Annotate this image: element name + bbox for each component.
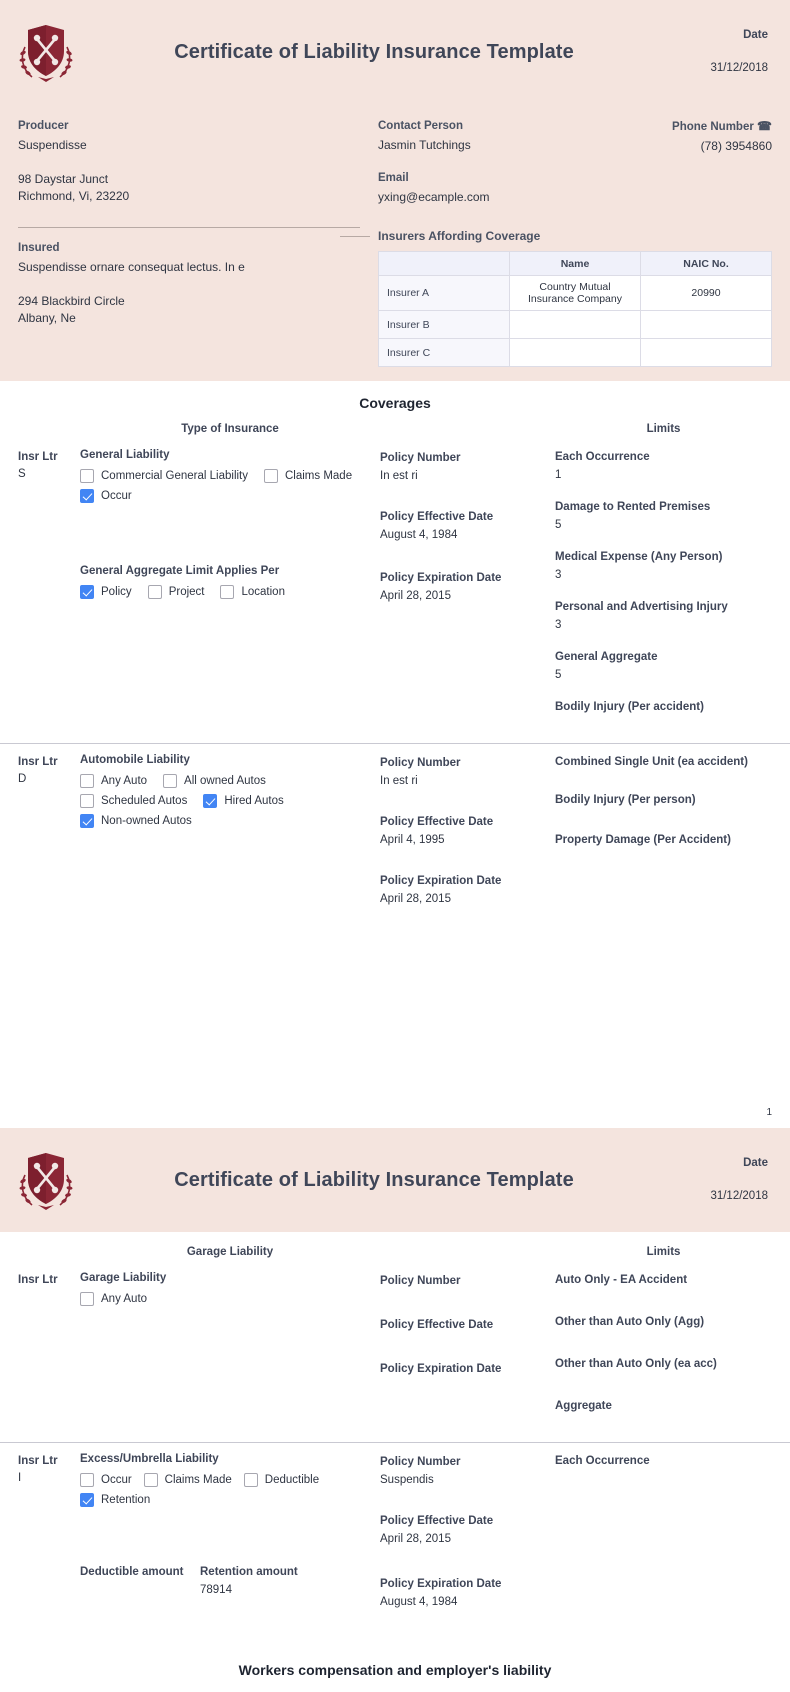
gl-insr-value[interactable]: S bbox=[18, 468, 26, 480]
checkbox-checked-icon[interactable] bbox=[80, 585, 94, 599]
al-limit-property-damage-per-accident bbox=[555, 832, 772, 848]
gl-checkbox-commercial-general-liability[interactable] bbox=[80, 469, 248, 483]
date-value: 31/12/2018 bbox=[710, 62, 768, 74]
p2-col-header-insr-spacer bbox=[18, 1246, 80, 1258]
page2-header-date bbox=[664, 1155, 768, 1204]
eu-policy-number-field bbox=[380, 1453, 547, 1490]
checkbox-icon[interactable] bbox=[80, 1473, 94, 1487]
eu-limit-each-occurrence bbox=[555, 1453, 772, 1469]
al-cb1-label: Any Auto bbox=[101, 775, 148, 787]
insurers-table bbox=[378, 251, 772, 367]
heading-divider bbox=[340, 236, 370, 237]
col-header-policy-spacer bbox=[380, 423, 555, 435]
al-checkbox-hired-autos[interactable] bbox=[203, 794, 283, 808]
gl-checkbox-row-2 bbox=[80, 489, 372, 503]
al-expiration-label: Policy Expiration Date bbox=[380, 875, 502, 887]
workers-comp-section-title: Workers compensation and employer's liability bbox=[238, 1662, 552, 1678]
gl-checkbox-claims-made[interactable] bbox=[264, 469, 352, 483]
garage-limit-other-than-auto-only-agg bbox=[555, 1314, 772, 1330]
checkbox-icon[interactable] bbox=[80, 469, 94, 483]
eu-effective-label: Policy Effective Date bbox=[380, 1515, 494, 1527]
gl-limit-1-label: Each Occurrence bbox=[555, 451, 650, 463]
page2-date-label: Date bbox=[743, 1157, 768, 1170]
gl-limit-general-aggregate bbox=[555, 649, 772, 685]
left-divider bbox=[18, 227, 360, 228]
al-limit-bodily-injury-per-person bbox=[555, 792, 772, 808]
gl-limit-2-value[interactable]: 5 bbox=[555, 519, 562, 531]
eu-checkbox-row-1 bbox=[80, 1473, 372, 1487]
table-row bbox=[379, 276, 772, 311]
gl-ap3-label: Location bbox=[241, 586, 285, 598]
eu-cb2-label: Claims Made bbox=[164, 1474, 232, 1486]
eu-limits-block bbox=[555, 1453, 772, 1626]
phone-value[interactable]: (78) 3954860 bbox=[700, 139, 772, 153]
garage-checkbox-row-1 bbox=[80, 1292, 372, 1306]
insured-label: Insured bbox=[18, 242, 60, 254]
checkbox-icon[interactable] bbox=[80, 794, 94, 808]
eu-expiration-value[interactable]: August 4, 1984 bbox=[380, 1596, 458, 1608]
coverages-section-title: Coverages bbox=[359, 395, 431, 411]
gl-applies-per-row bbox=[80, 585, 372, 599]
garage-limit-1-label: Auto Only - EA Accident bbox=[555, 1274, 688, 1286]
insurers-header-row bbox=[379, 252, 772, 276]
garage-checkbox-any-auto[interactable] bbox=[80, 1292, 147, 1306]
checkbox-checked-icon[interactable] bbox=[203, 794, 217, 808]
eu-cb1-label: Occur bbox=[101, 1474, 132, 1486]
insurers-table-head bbox=[379, 252, 772, 276]
al-policy-block bbox=[380, 754, 555, 923]
al-cb5-label: Non-owned Autos bbox=[101, 815, 192, 827]
garage-limit-aggregate bbox=[555, 1398, 772, 1414]
gl-limit-3-label: Medical Expense (Any Person) bbox=[555, 551, 723, 563]
page-header bbox=[0, 0, 790, 104]
insured-address[interactable] bbox=[18, 293, 360, 327]
garage-title: Garage Liability bbox=[80, 1272, 167, 1284]
insurers-table-body bbox=[379, 276, 772, 367]
phone-label-text: Phone Number bbox=[672, 121, 754, 133]
shield-crossed-hammers-laurel-icon bbox=[18, 21, 74, 83]
gl-effective-value[interactable]: August 4, 1984 bbox=[380, 529, 458, 541]
insurer-a-letter: Insurer A bbox=[379, 276, 510, 311]
eu-limit-1-label: Each Occurrence bbox=[555, 1455, 650, 1467]
producer-address-line2: Richmond, Vi, 23220 bbox=[18, 189, 130, 203]
eu-effective-field bbox=[380, 1512, 547, 1549]
al-expiration-field bbox=[380, 872, 547, 909]
page2-header bbox=[0, 1128, 790, 1232]
page-number-1: 1 bbox=[766, 1107, 772, 1118]
gl-checkbox-row-1 bbox=[80, 469, 372, 483]
al-checkbox-all-owned-autos[interactable] bbox=[163, 774, 266, 788]
al-checkbox-row-1 bbox=[80, 774, 372, 788]
al-limit-3-label: Property Damage (Per Accident) bbox=[555, 834, 731, 846]
p2-col-header-garage-liability: Garage Liability bbox=[186, 1246, 274, 1258]
p2-col-header-limits: Limits bbox=[646, 1246, 681, 1258]
gl-expiration-field bbox=[380, 569, 547, 606]
phone-label bbox=[642, 116, 772, 137]
contact-person-field bbox=[378, 116, 642, 155]
eu-checkbox-deductible[interactable] bbox=[244, 1473, 319, 1487]
contact-row bbox=[378, 116, 772, 156]
info-panel bbox=[0, 104, 790, 381]
eu-retention-amount-field bbox=[200, 1563, 320, 1600]
page2-column-headers bbox=[0, 1232, 790, 1262]
gl-limit-4-label: Personal and Advertising Injury bbox=[555, 601, 728, 613]
eu-insr-label: Insr Ltr bbox=[18, 1455, 58, 1467]
al-expiration-value[interactable]: April 28, 2015 bbox=[380, 893, 451, 905]
checkbox-icon[interactable] bbox=[80, 1292, 94, 1306]
checkbox-icon[interactable] bbox=[80, 774, 94, 788]
page1-bottom-spacer bbox=[0, 937, 790, 1107]
eu-deductible-amount-label: Deductible amount bbox=[80, 1566, 184, 1578]
gl-limit-6-label: Bodily Injury (Per accident) bbox=[555, 701, 704, 713]
al-limit-2-label: Bodily Injury (Per person) bbox=[555, 794, 696, 806]
gl-policy-number-value[interactable]: In est ri bbox=[380, 470, 418, 482]
insurer-b-letter: Insurer B bbox=[379, 311, 510, 339]
al-limit-combined-single-unit bbox=[555, 754, 772, 770]
table-row bbox=[379, 339, 772, 367]
gl-title: General Liability bbox=[80, 449, 170, 461]
insurers-heading: Insurers Affording Coverage bbox=[378, 229, 541, 243]
gl-insr-letter-block bbox=[18, 449, 80, 729]
eu-cb3-label: Deductible bbox=[264, 1474, 320, 1486]
eu-checkbox-claims-made[interactable] bbox=[144, 1473, 232, 1487]
gl-ap2-label: Project bbox=[168, 586, 205, 598]
col-header-type-of-insurance: Type of Insurance bbox=[181, 423, 279, 435]
col-header-insr-spacer bbox=[18, 423, 80, 435]
al-insr-value[interactable]: D bbox=[18, 773, 27, 785]
gl-limit-3-value[interactable]: 3 bbox=[555, 569, 562, 581]
garage-policy-number-label: Policy Number bbox=[380, 1275, 461, 1287]
al-checkbox-any-auto[interactable] bbox=[80, 774, 147, 788]
eu-cb4-label: Retention bbox=[101, 1494, 151, 1506]
eu-expiration-label: Policy Expiration Date bbox=[380, 1578, 502, 1590]
eu-policy-number-value[interactable]: Suspendis bbox=[380, 1474, 434, 1486]
gl-policy-block bbox=[380, 449, 555, 729]
insurer-c-letter: Insurer C bbox=[379, 339, 510, 367]
garage-limits-block bbox=[555, 1272, 772, 1428]
insured-address-line2: Albany, Ne bbox=[18, 311, 76, 325]
al-cb4-label: Hired Autos bbox=[224, 795, 284, 807]
eu-title: Excess/Umbrella Liability bbox=[80, 1453, 219, 1465]
garage-effective-field bbox=[380, 1316, 547, 1334]
al-title: Automobile Liability bbox=[80, 754, 190, 766]
al-limit-1-label: Combined Single Unit (ea accident) bbox=[555, 756, 748, 768]
header-date bbox=[664, 27, 768, 76]
coverage-row-excess-umbrella-liability bbox=[0, 1442, 790, 1640]
email-label: Email bbox=[378, 172, 409, 184]
gl-limit-1-value[interactable]: 1 bbox=[555, 469, 562, 481]
gl-type-block bbox=[80, 449, 380, 729]
gl-cb2-label: Claims Made bbox=[285, 470, 353, 482]
producer-field bbox=[18, 116, 360, 205]
gl-checkbox-occur[interactable] bbox=[80, 489, 132, 503]
checkbox-icon[interactable] bbox=[163, 774, 177, 788]
garage-limit-2-label: Other than Auto Only (Agg) bbox=[555, 1316, 705, 1328]
gl-checkbox-location[interactable] bbox=[220, 585, 284, 599]
gl-cb1-label: Commercial General Liability bbox=[101, 470, 248, 482]
checkbox-checked-icon[interactable] bbox=[80, 489, 94, 503]
gl-limit-5-label: General Aggregate bbox=[555, 651, 658, 663]
eu-checkbox-occur[interactable] bbox=[80, 1473, 132, 1487]
garage-expiration-field bbox=[380, 1360, 547, 1378]
insurers-col-naic: NAIC No. bbox=[641, 252, 772, 276]
eu-checkbox-row-2 bbox=[80, 1493, 372, 1507]
gl-effective-label: Policy Effective Date bbox=[380, 511, 494, 523]
eu-expiration-field bbox=[380, 1575, 547, 1612]
checkbox-checked-icon[interactable] bbox=[80, 814, 94, 828]
producer-value[interactable]: Suspendisse bbox=[18, 138, 87, 152]
p2-col-header-policy-spacer bbox=[380, 1246, 555, 1258]
al-effective-field bbox=[380, 813, 547, 850]
page2-title: Certificate of Liability Insurance Template bbox=[174, 1168, 574, 1191]
coverages-column-headers bbox=[0, 417, 790, 439]
gl-limit-4-value[interactable]: 3 bbox=[555, 619, 562, 631]
eu-type-block bbox=[80, 1453, 380, 1626]
al-insr-label: Insr Ltr bbox=[18, 756, 58, 768]
eu-retention-amount-label: Retention amount bbox=[200, 1566, 298, 1578]
checkbox-icon[interactable] bbox=[144, 1473, 158, 1487]
insurers-col-blank bbox=[379, 252, 510, 276]
insured-address-line1: 294 Blackbird Circle bbox=[18, 294, 125, 308]
al-effective-label: Policy Effective Date bbox=[380, 816, 494, 828]
coverage-row-automobile-liability bbox=[0, 743, 790, 937]
garage-insr-label: Insr Ltr bbox=[18, 1274, 58, 1286]
gl-limit-5-value[interactable]: 5 bbox=[555, 669, 562, 681]
insurer-c-naic[interactable] bbox=[641, 339, 772, 367]
checkbox-icon[interactable] bbox=[148, 585, 162, 599]
insurer-a-naic[interactable]: 20990 bbox=[641, 276, 772, 311]
page-title: Certificate of Liability Insurance Template bbox=[174, 40, 574, 63]
checkbox-icon[interactable] bbox=[244, 1473, 258, 1487]
contact-person-label: Contact Person bbox=[378, 120, 463, 132]
al-policy-number-field bbox=[380, 754, 547, 791]
gl-expiration-label: Policy Expiration Date bbox=[380, 572, 502, 584]
gl-checkbox-policy[interactable] bbox=[80, 585, 132, 599]
page-2 bbox=[0, 1128, 790, 1692]
contact-person-value[interactable]: Jasmin Tutchings bbox=[378, 138, 471, 152]
al-checkbox-row-3 bbox=[80, 814, 372, 828]
al-cb3-label: Scheduled Autos bbox=[101, 795, 188, 807]
email-field bbox=[378, 168, 772, 207]
garage-policy-block bbox=[380, 1272, 555, 1428]
insurers-heading-row bbox=[378, 229, 772, 243]
checkbox-icon[interactable] bbox=[220, 585, 234, 599]
garage-limit-3-label: Other than Auto Only (ea acc) bbox=[555, 1358, 717, 1370]
page2-date-value: 31/12/2018 bbox=[710, 1190, 768, 1202]
gl-applies-per-title: General Aggregate Limit Applies Per bbox=[80, 565, 280, 577]
eu-retention-amount-value[interactable]: 78914 bbox=[200, 1584, 232, 1596]
gl-limit-bodily-injury-per-accident bbox=[555, 699, 772, 715]
producer-label: Producer bbox=[18, 120, 69, 132]
al-checkbox-row-2 bbox=[80, 794, 372, 808]
eu-policy-number-label: Policy Number bbox=[380, 1456, 461, 1468]
gl-insr-label: Insr Ltr bbox=[18, 451, 58, 463]
insurers-col-name: Name bbox=[510, 252, 641, 276]
al-limits-block bbox=[555, 754, 772, 923]
insurer-c-name[interactable] bbox=[510, 339, 641, 367]
table-row bbox=[379, 311, 772, 339]
gl-effective-field bbox=[380, 508, 547, 545]
garage-limit-other-than-auto-only-ea-acc bbox=[555, 1356, 772, 1372]
al-effective-value[interactable]: April 4, 1995 bbox=[380, 834, 445, 846]
eu-insr-value[interactable]: I bbox=[18, 1472, 22, 1484]
producer-address[interactable] bbox=[18, 171, 360, 205]
telephone-icon: ☎ bbox=[757, 119, 772, 133]
gl-limit-medical-expense bbox=[555, 549, 772, 585]
gl-limit-personal-advertising-injury bbox=[555, 599, 772, 635]
eu-insr-letter-block bbox=[18, 1453, 80, 1626]
insured-field bbox=[18, 238, 360, 358]
gl-expiration-value[interactable]: April 28, 2015 bbox=[380, 590, 451, 602]
coverage-row-garage-liability bbox=[0, 1262, 790, 1442]
garage-limit-4-label: Aggregate bbox=[555, 1400, 612, 1412]
al-policy-number-value[interactable]: In est ri bbox=[380, 775, 418, 787]
date-label: Date bbox=[743, 29, 768, 42]
eu-checkbox-retention[interactable] bbox=[80, 1493, 150, 1507]
al-checkbox-non-owned-autos[interactable] bbox=[80, 814, 192, 828]
eu-policy-block bbox=[380, 1453, 555, 1626]
al-policy-number-label: Policy Number bbox=[380, 757, 461, 769]
insurer-b-name[interactable] bbox=[510, 311, 641, 339]
gl-policy-number-field bbox=[380, 449, 547, 486]
shield-crossed-hammers-laurel-icon bbox=[18, 1149, 74, 1211]
gl-limit-each-occurrence bbox=[555, 449, 772, 485]
garage-effective-label: Policy Effective Date bbox=[380, 1319, 494, 1331]
producer-address-line1: 98 Daystar Junct bbox=[18, 172, 109, 186]
checkbox-checked-icon[interactable] bbox=[80, 1493, 94, 1507]
gl-ap1-label: Policy bbox=[101, 586, 132, 598]
garage-insr-letter-block bbox=[18, 1272, 80, 1428]
insurer-b-naic[interactable] bbox=[641, 311, 772, 339]
eu-deductible-amount-field bbox=[80, 1563, 200, 1600]
phone-field bbox=[642, 116, 772, 156]
al-type-block bbox=[80, 754, 380, 923]
al-cb2-label: All owned Autos bbox=[184, 775, 266, 787]
email-value[interactable]: yxing@ecample.com bbox=[378, 190, 490, 204]
gl-limits-block bbox=[555, 449, 772, 729]
eu-effective-value[interactable]: April 28, 2015 bbox=[380, 1533, 451, 1545]
gl-limit-damage-rented-premises bbox=[555, 499, 772, 535]
gl-cb3-label: Occur bbox=[101, 490, 132, 502]
garage-policy-number-field bbox=[380, 1272, 547, 1290]
insured-value[interactable]: Suspendisse ornare consequat lectus. In e bbox=[18, 260, 245, 274]
coverage-row-general-liability bbox=[0, 439, 790, 743]
info-left-column bbox=[18, 116, 370, 367]
col-header-limits: Limits bbox=[646, 423, 681, 435]
eu-amounts-row bbox=[80, 1563, 372, 1600]
garage-expiration-label: Policy Expiration Date bbox=[380, 1363, 502, 1375]
gl-checkbox-project[interactable] bbox=[148, 585, 205, 599]
garage-cb1-label: Any Auto bbox=[101, 1293, 148, 1305]
checkbox-icon[interactable] bbox=[264, 469, 278, 483]
gl-limit-2-label: Damage to Rented Premises bbox=[555, 501, 711, 513]
info-right-column bbox=[370, 116, 772, 367]
garage-type-block bbox=[80, 1272, 380, 1428]
al-insr-letter-block bbox=[18, 754, 80, 923]
gl-policy-number-label: Policy Number bbox=[380, 452, 461, 464]
garage-limit-auto-only-ea-accident bbox=[555, 1272, 772, 1288]
insurer-a-name[interactable]: Country Mutual Insurance Company bbox=[510, 276, 641, 311]
al-checkbox-scheduled-autos[interactable] bbox=[80, 794, 187, 808]
